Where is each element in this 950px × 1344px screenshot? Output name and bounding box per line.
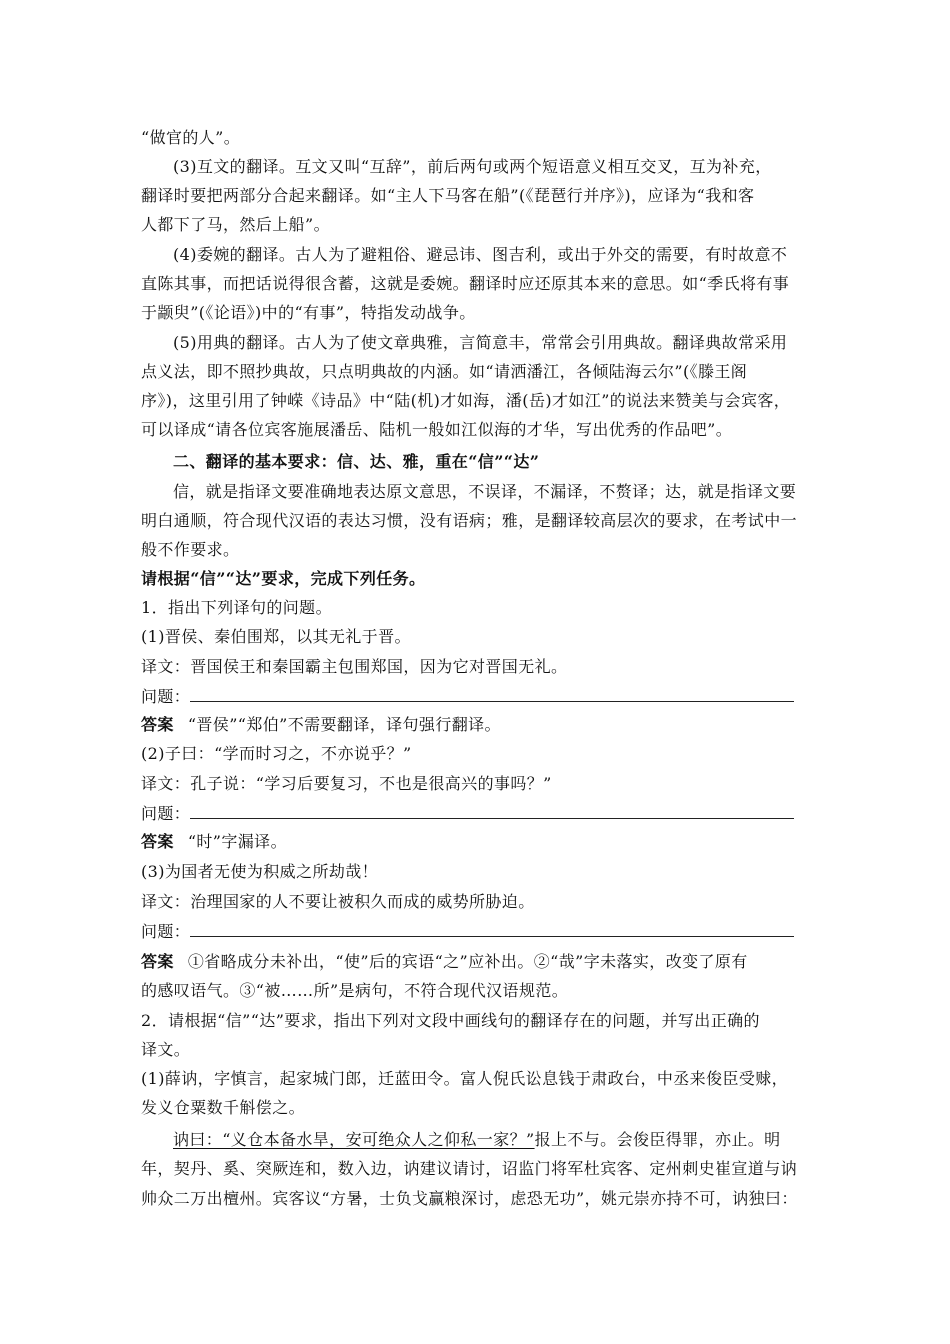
problem-label: 问题： (141, 687, 191, 706)
answer-label: 答案 (141, 715, 174, 734)
answer-blank[interactable] (190, 686, 794, 702)
sub-question-1: (1)晋侯、秦伯围郑，以其无礼于晋。 (141, 627, 411, 646)
passage-line: 帅众二万出檀州。宾客议“方暑，士负戈赢粮深讨，虑恐无功”，姚元崇亦持不可，讷独曰： (141, 1189, 798, 1208)
paragraph-interchange-translation: (3)互文的翻译。互文又叫“互辞”，前后两句或两个短语意义相互交叉，互为补充， (173, 157, 772, 176)
answer-line (141, 832, 821, 852)
problem-line (141, 686, 821, 707)
passage-text: 报上不与。会俊臣得罪，亦止。明 (534, 1130, 781, 1149)
answer-line (141, 715, 821, 735)
text-line: 于颛臾”(《论语》)中的“有事”，特指发动战争。 (141, 303, 476, 322)
passage-line: (1)薛讷，字慎言，起家城门郎，迁蓝田令。富人倪氏讼息钱于肃政台，中丞来俊臣受赇， (141, 1069, 789, 1088)
paragraph-requirements: 信，就是指译文要准确地表达原文意思，不误译，不漏译，不赘译；达，就是指译文要 (173, 482, 797, 501)
answer-text: “时”字漏译。 (187, 832, 287, 851)
paragraph-euphemism-translation: (4)委婉的翻译。古人为了避粗俗、避忌讳、图吉利，或出于外交的需要，有时故意不 (173, 245, 788, 264)
text-line: 序》)，这里引用了钟嵘《诗品》中“陆(机)才如海，潘(岳)才如江”的说法来赞美与会宾客， (141, 391, 791, 410)
paragraph-allusion-translation: (5)用典的翻译。古人为了使文章典雅，言简意丰，常常会引用典故。翻译典故常采用 (173, 333, 788, 352)
answer-blank[interactable] (190, 803, 794, 819)
passage-line: 年，契丹、奚、突厥连和，数入边，讷建议请讨，诏监门将军杜宾客、定州刺史崔宣道与讷 (141, 1159, 798, 1178)
text-line: 般不作要求。 (141, 540, 240, 559)
text-line: 直陈其事，而把话说得很含蓄，这就是委婉。翻译时应还原其本来的意思。如“季氏将有事 (141, 274, 790, 293)
passage-line: 发义仓粟数千斛偿之。 (141, 1098, 306, 1117)
problem-label: 问题： (141, 804, 191, 823)
translation-line: 译文：晋国侯王和秦国霸主包围郑国，因为它对晋国无礼。 (141, 657, 568, 676)
text-line: 译文。 (141, 1040, 191, 1059)
text-line: “做官的人”。 (141, 128, 241, 147)
underlined-sentence: 讷曰：“义仓本备水旱，安可绝众人之仰私一家？” (173, 1130, 535, 1149)
question-2-heading: 2．请根据“信”“达”要求，指出下列对文段中画线句的翻译存在的问题，并写出正确的 (141, 1011, 760, 1030)
problem-label: 问题： (141, 922, 191, 941)
text-line: 翻译时要把两部分合起来翻译。如“主人下马客在船”(《琵琶行并序》)，应译为“我和客 (141, 186, 755, 205)
problem-line (141, 921, 821, 942)
answer-text: “晋侯”“郑伯”不需要翻译，译句强行翻译。 (187, 715, 501, 734)
passage-line (173, 1130, 821, 1150)
text-line: 人都下了马，然后上船”。 (141, 215, 330, 234)
answer-blank[interactable] (190, 921, 794, 937)
sub-question-3: (3)为国者无使为积威之所劫哉！ (141, 862, 379, 881)
answer-text: ①省略成分未补出，“使”后的宾语“之”应补出。②“哉”字未落实，改变了原有 (187, 952, 748, 971)
answer-label: 答案 (141, 952, 174, 971)
text-line: 可以译成“请各位宾客施展潘岳、陆机一般如江似海的才华，写出优秀的作品吧”。 (141, 420, 733, 439)
task-instruction: 请根据“信”“达”要求，完成下列任务。 (141, 569, 426, 588)
answer-line (141, 952, 821, 972)
text-line: 明白通顺，符合现代汉语的表达习惯，没有语病；雅，是翻译较高层次的要求，在考试中一 (141, 511, 798, 530)
answer-label: 答案 (141, 832, 174, 851)
sub-question-2: (2)子曰：“学而时习之，不亦说乎？” (141, 744, 412, 763)
translation-line: 译文：孔子说：“学习后要复习，不也是很高兴的事吗？” (141, 774, 552, 793)
problem-line (141, 803, 821, 824)
translation-line: 译文：治理国家的人不要让被积久而成的威势所胁迫。 (141, 892, 535, 911)
text-line: 点义法，即不照抄典故，只点明典故的内涵。如“请洒潘江，各倾陆海云尔”(《滕王阁 (141, 362, 748, 381)
text-line: 的感叹语气。③“被……所”是病句，不符合现代汉语规范。 (141, 981, 569, 1000)
question-1-heading: 1．指出下列译句的问题。 (141, 598, 332, 617)
section-heading: 二、翻译的基本要求：信、达、雅，重在“信”“达” (173, 452, 540, 471)
